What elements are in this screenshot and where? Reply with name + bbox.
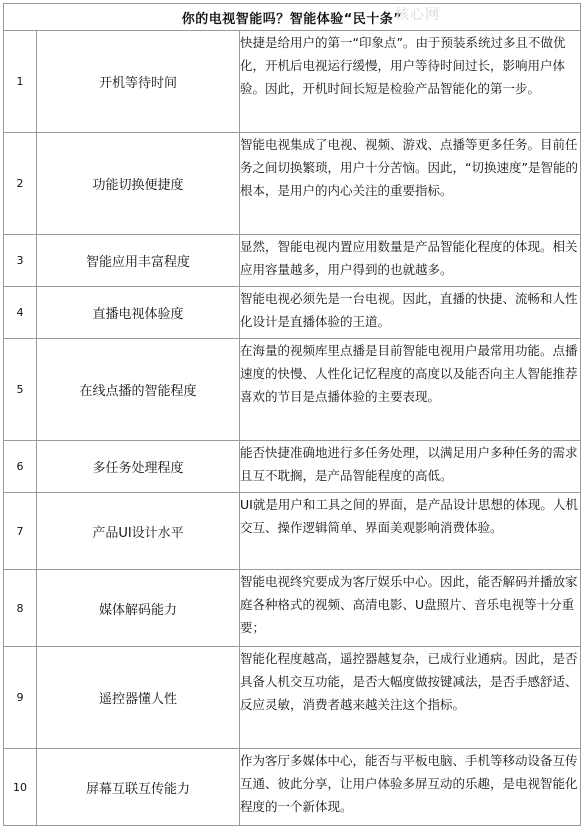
smart-tv-table <box>3 3 581 826</box>
row-number: 4 <box>4 287 37 339</box>
table-row <box>4 133 581 235</box>
item-name: 智能应用丰富程度 <box>37 235 240 287</box>
row-number: 1 <box>4 31 37 133</box>
table-row <box>4 339 581 441</box>
item-description: 显然，智能电视内置应用数量是产品智能化程度的体现。相关应用容量越多，用户得到的也就越多。 <box>240 235 581 287</box>
table-row <box>4 570 581 647</box>
row-number: 9 <box>4 647 37 749</box>
item-description: 智能电视终究要成为客厅娱乐中心。因此，能否解码并播放家庭各种格式的视频、高清电影、U盘照片、音乐电视等十分重要； <box>240 570 581 647</box>
item-name: 产品UI设计水平 <box>37 493 240 570</box>
row-number: 6 <box>4 441 37 493</box>
row-number: 10 <box>4 749 37 826</box>
item-name: 直播电视体验度 <box>37 287 240 339</box>
item-description: 智能化程度越高，遥控器越复杂，已成行业通病。因此，是否具备人机交互功能，是否大幅度做按键减法，是否手感舒适、反应灵敏，消费者越来越关注这个指标。 <box>240 647 581 749</box>
table-row <box>4 235 581 287</box>
table-row <box>4 749 581 826</box>
item-description: 作为客厅多媒体中心，能否与平板电脑、手机等移动设备互传互通、彼此分享，让用户体验多屏互动的乐趣，是电视智能化程度的一个新体现。 <box>240 749 581 826</box>
table-row <box>4 493 581 570</box>
item-description: 快捷是给用户的第一“印象点”。由于预装系统过多且不做优化，开机后电视运行缓慢，用户等待时间过长，影响用户体验。因此，开机时间长短是检验产品智能化的第一步。 <box>240 31 581 133</box>
row-number: 8 <box>4 570 37 647</box>
row-number: 5 <box>4 339 37 441</box>
title-row <box>4 4 581 31</box>
item-description: 智能电视集成了电视、视频、游戏、点播等更多任务。目前任务之间切换繁琐，用户十分苦恼。因此，“切换速度”是智能的根本，是用户的内心关注的重要指标。 <box>240 133 581 235</box>
row-number: 3 <box>4 235 37 287</box>
row-number: 7 <box>4 493 37 570</box>
row-number: 2 <box>4 133 37 235</box>
table-row <box>4 31 581 133</box>
table-row <box>4 441 581 493</box>
item-description: 在海量的视频库里点播是目前智能电视用户最常用功能。点播速度的快慢、人性化记忆程度的高度以及能否向主人智能推荐喜欢的节目是点播体验的主要表现。 <box>240 339 581 441</box>
table-row <box>4 647 581 749</box>
item-name: 多任务处理程度 <box>37 441 240 493</box>
item-name: 媒体解码能力 <box>37 570 240 647</box>
watermark: 核心网 <box>395 7 440 23</box>
item-name: 屏幕互联互传能力 <box>37 749 240 826</box>
table-title: 你的电视智能吗？智能体验“民十条” <box>4 4 581 31</box>
item-description: UI就是用户和工具之间的界面，是产品设计思想的体现。人机交互、操作逻辑简单、界面美观影响消费体验。 <box>240 493 581 570</box>
item-name: 遥控器懂人性 <box>37 647 240 749</box>
item-name: 在线点播的智能程度 <box>37 339 240 441</box>
item-description: 智能电视必须先是一台电视。因此，直播的快捷、流畅和人性化设计是直播体验的王道。 <box>240 287 581 339</box>
table-row <box>4 287 581 339</box>
item-name: 功能切换便捷度 <box>37 133 240 235</box>
item-name: 开机等待时间 <box>37 31 240 133</box>
item-description: 能否快捷准确地进行多任务处理，以满足用户多种任务的需求且互不耽搁，是产品智能程度的高低。 <box>240 441 581 493</box>
